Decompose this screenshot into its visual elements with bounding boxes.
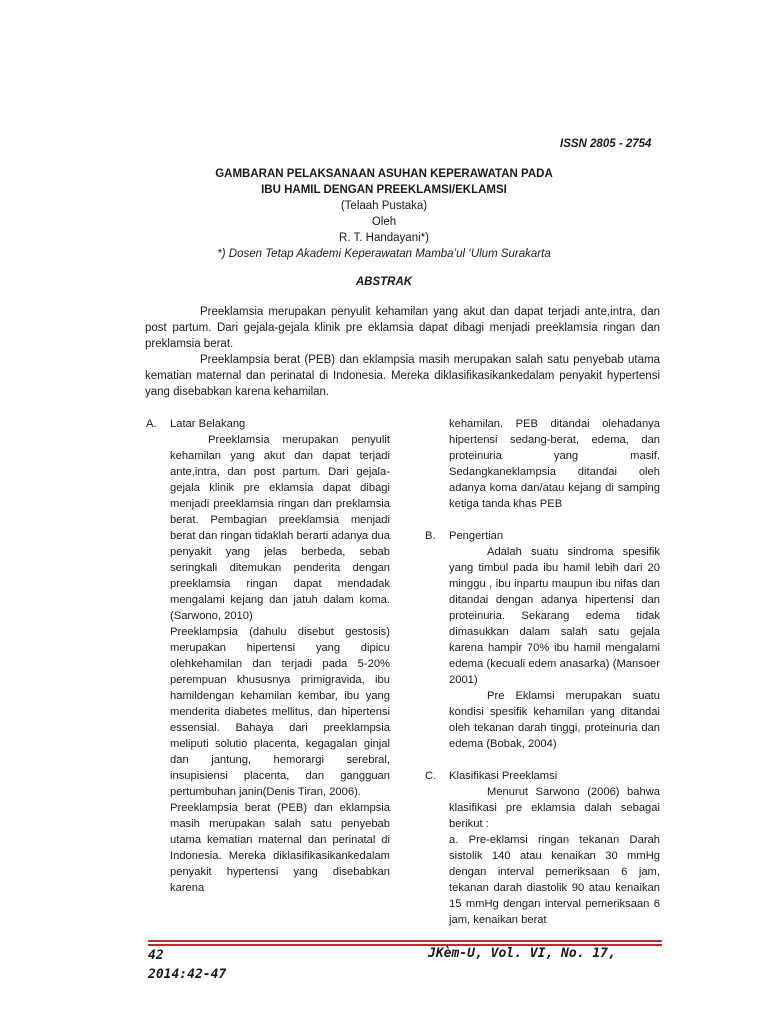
section-a-paragraph-3: Preeklampsia berat (PEB) dan eklampsia masih merupakan salah satu penyebab utama kematian maternal dan perinatal di Indonesia. Mereka diklasifikasikankedalam penyakit hypertensi yang disebabkan karena xyxy=(170,802,390,894)
footer-page-number: 42 xyxy=(148,948,164,963)
abstract-body xyxy=(145,304,660,400)
left-column xyxy=(146,416,390,896)
by-label: Oleh xyxy=(371,216,397,228)
section-b-title: Pengertian xyxy=(449,530,504,542)
paper-title-line2: IBU HAMIL DENGAN PREEKLAMSI/EKLAMSI xyxy=(261,184,507,196)
paper-subtitle: (Telaah Pustaka) xyxy=(340,200,428,212)
section-a-continuation: kehamilan. PEB ditandai olehadanya hipertensi sedang-berat, edema, dan proteinuria yang masif. Sedangkaneklampsia ditandai oleh adanya koma dan/atau kejang di samping ketiga tanda khas PEB xyxy=(449,418,660,510)
section-a-heading xyxy=(146,416,390,432)
section-b-letter: B. xyxy=(425,530,436,542)
section-a-title: Latar Belakang xyxy=(170,418,246,430)
paper-title-line1: GAMBARAN PELAKSANAAN ASUHAN KEPERAWATAN PADA xyxy=(215,168,553,180)
section-a-paragraph-2: Preeklampsia (dahulu disebut gestosis) merupakan hipertensi yang dipicu olehkehamilan dan terjadi pada 5-20% perempuan khususnya primigravida, ibu hamildengan kehamilan kembar, ibu yang menderita diabetes mellitus, dan hipertensi essensial. Bahaya dari preeklampsia meliputi solutio placenta, kegagalan ginjal dan jantung, hemorargi serebral, insupisiensi placenta, dan gangguan pertumbuhan janin(Denis Tiran, 2006). xyxy=(170,626,390,798)
section-a-paragraph-1: Preeklamsia merupakan penyulit kehamilan yang akut dan dapat terjadi ante,intra, dan post partum. Dari gejala-gejala klinik pre eklamsia dapat dibagi menjadi preeklamsia ringan dan preklamsia berat. Pembagian preeklamsia menjadi berat dan ringan tidaklah berarti adanya dua penyakit yang jelas berbeda, sebab seringkali ditemukan penderita dengan preeklamsia ringan dapat mendadak mengalami kejang dan jatuh dalam koma. (Sarwono, 2010) xyxy=(170,434,390,622)
section-a-letter: A. xyxy=(146,418,157,430)
section-b-heading xyxy=(425,528,660,544)
section-c-letter: C. xyxy=(425,770,437,782)
section-c-heading xyxy=(425,768,660,784)
abstract-heading: ABSTRAK xyxy=(355,276,413,288)
right-column xyxy=(425,416,660,928)
footer-page-info xyxy=(148,946,226,984)
footer-page-range: 2014:42-47 xyxy=(148,967,227,982)
section-b-paragraph-1: Adalah suatu sindroma spesifik yang timbul pada ibu hamil lebih dari 20 minggu , ibu inpartu maupun ibu nifas dan ditandai dengan adanya hipertensi dan proteinuria. Sekarang edema tidak dimasukkan dalam salah satu gejala karena hampir 70% ibu hamil mengalami edema (kecuali edem anasarka) (Mansoer 2001) xyxy=(449,546,660,686)
abstract-paragraph-2: Preeklampsia berat (PEB) dan eklampsia masih merupakan salah satu penyebab utama kematian maternal dan perinatal di Indonesia. Mereka diklasifikasikankedalam penyakit hypertensi yang disebabkan karena kehamilan. xyxy=(145,354,660,398)
author-affiliation: *) Dosen Tetap Akademi Keperawatan Mamba’ul ‘Ulum Surakarta xyxy=(217,248,551,260)
footer-journal: JKèm-U, Vol. VI, No. 17, xyxy=(428,946,616,961)
issn-number: ISSN 2805 - 2754 xyxy=(560,138,652,150)
abstract-paragraph-1: Preeklamsia merupakan penyulit kehamilan yang akut dan dapat terjadi ante,intra, dan post partum. Dari gejala-gejala klinik pre eklamsia dapat dibagi menjadi preeklamsia ringan dan preklamsia berat. xyxy=(145,306,660,350)
section-b-paragraph-2: Pre Eklamsi merupakan suatu kondisi spesifik kehamilan yang ditandai oleh tekanan darah tinggi, proteinuria dan edema (Bobak, 2004) xyxy=(449,690,660,750)
author-name: R. T. Handayani*) xyxy=(339,232,429,244)
section-c-paragraph-1: Menurut Sarwono (2006) bahwa klasifikasi pre eklamsia dalah sebagai berikut : xyxy=(449,786,660,830)
section-c-paragraph-2: a. Pre-eklamsi ringan tekanan Darah sistolik 140 atau kenaikan 30 mmHg dengan interval pemeriksaan 6 jam, tekanan darah diastolik 90 atau kenaikan 15 mmHg dengan interval pemeriksaan 6 jam, kenaikan berat xyxy=(449,834,660,926)
section-c-title: Klasifikasi Preeklamsi xyxy=(449,770,558,782)
